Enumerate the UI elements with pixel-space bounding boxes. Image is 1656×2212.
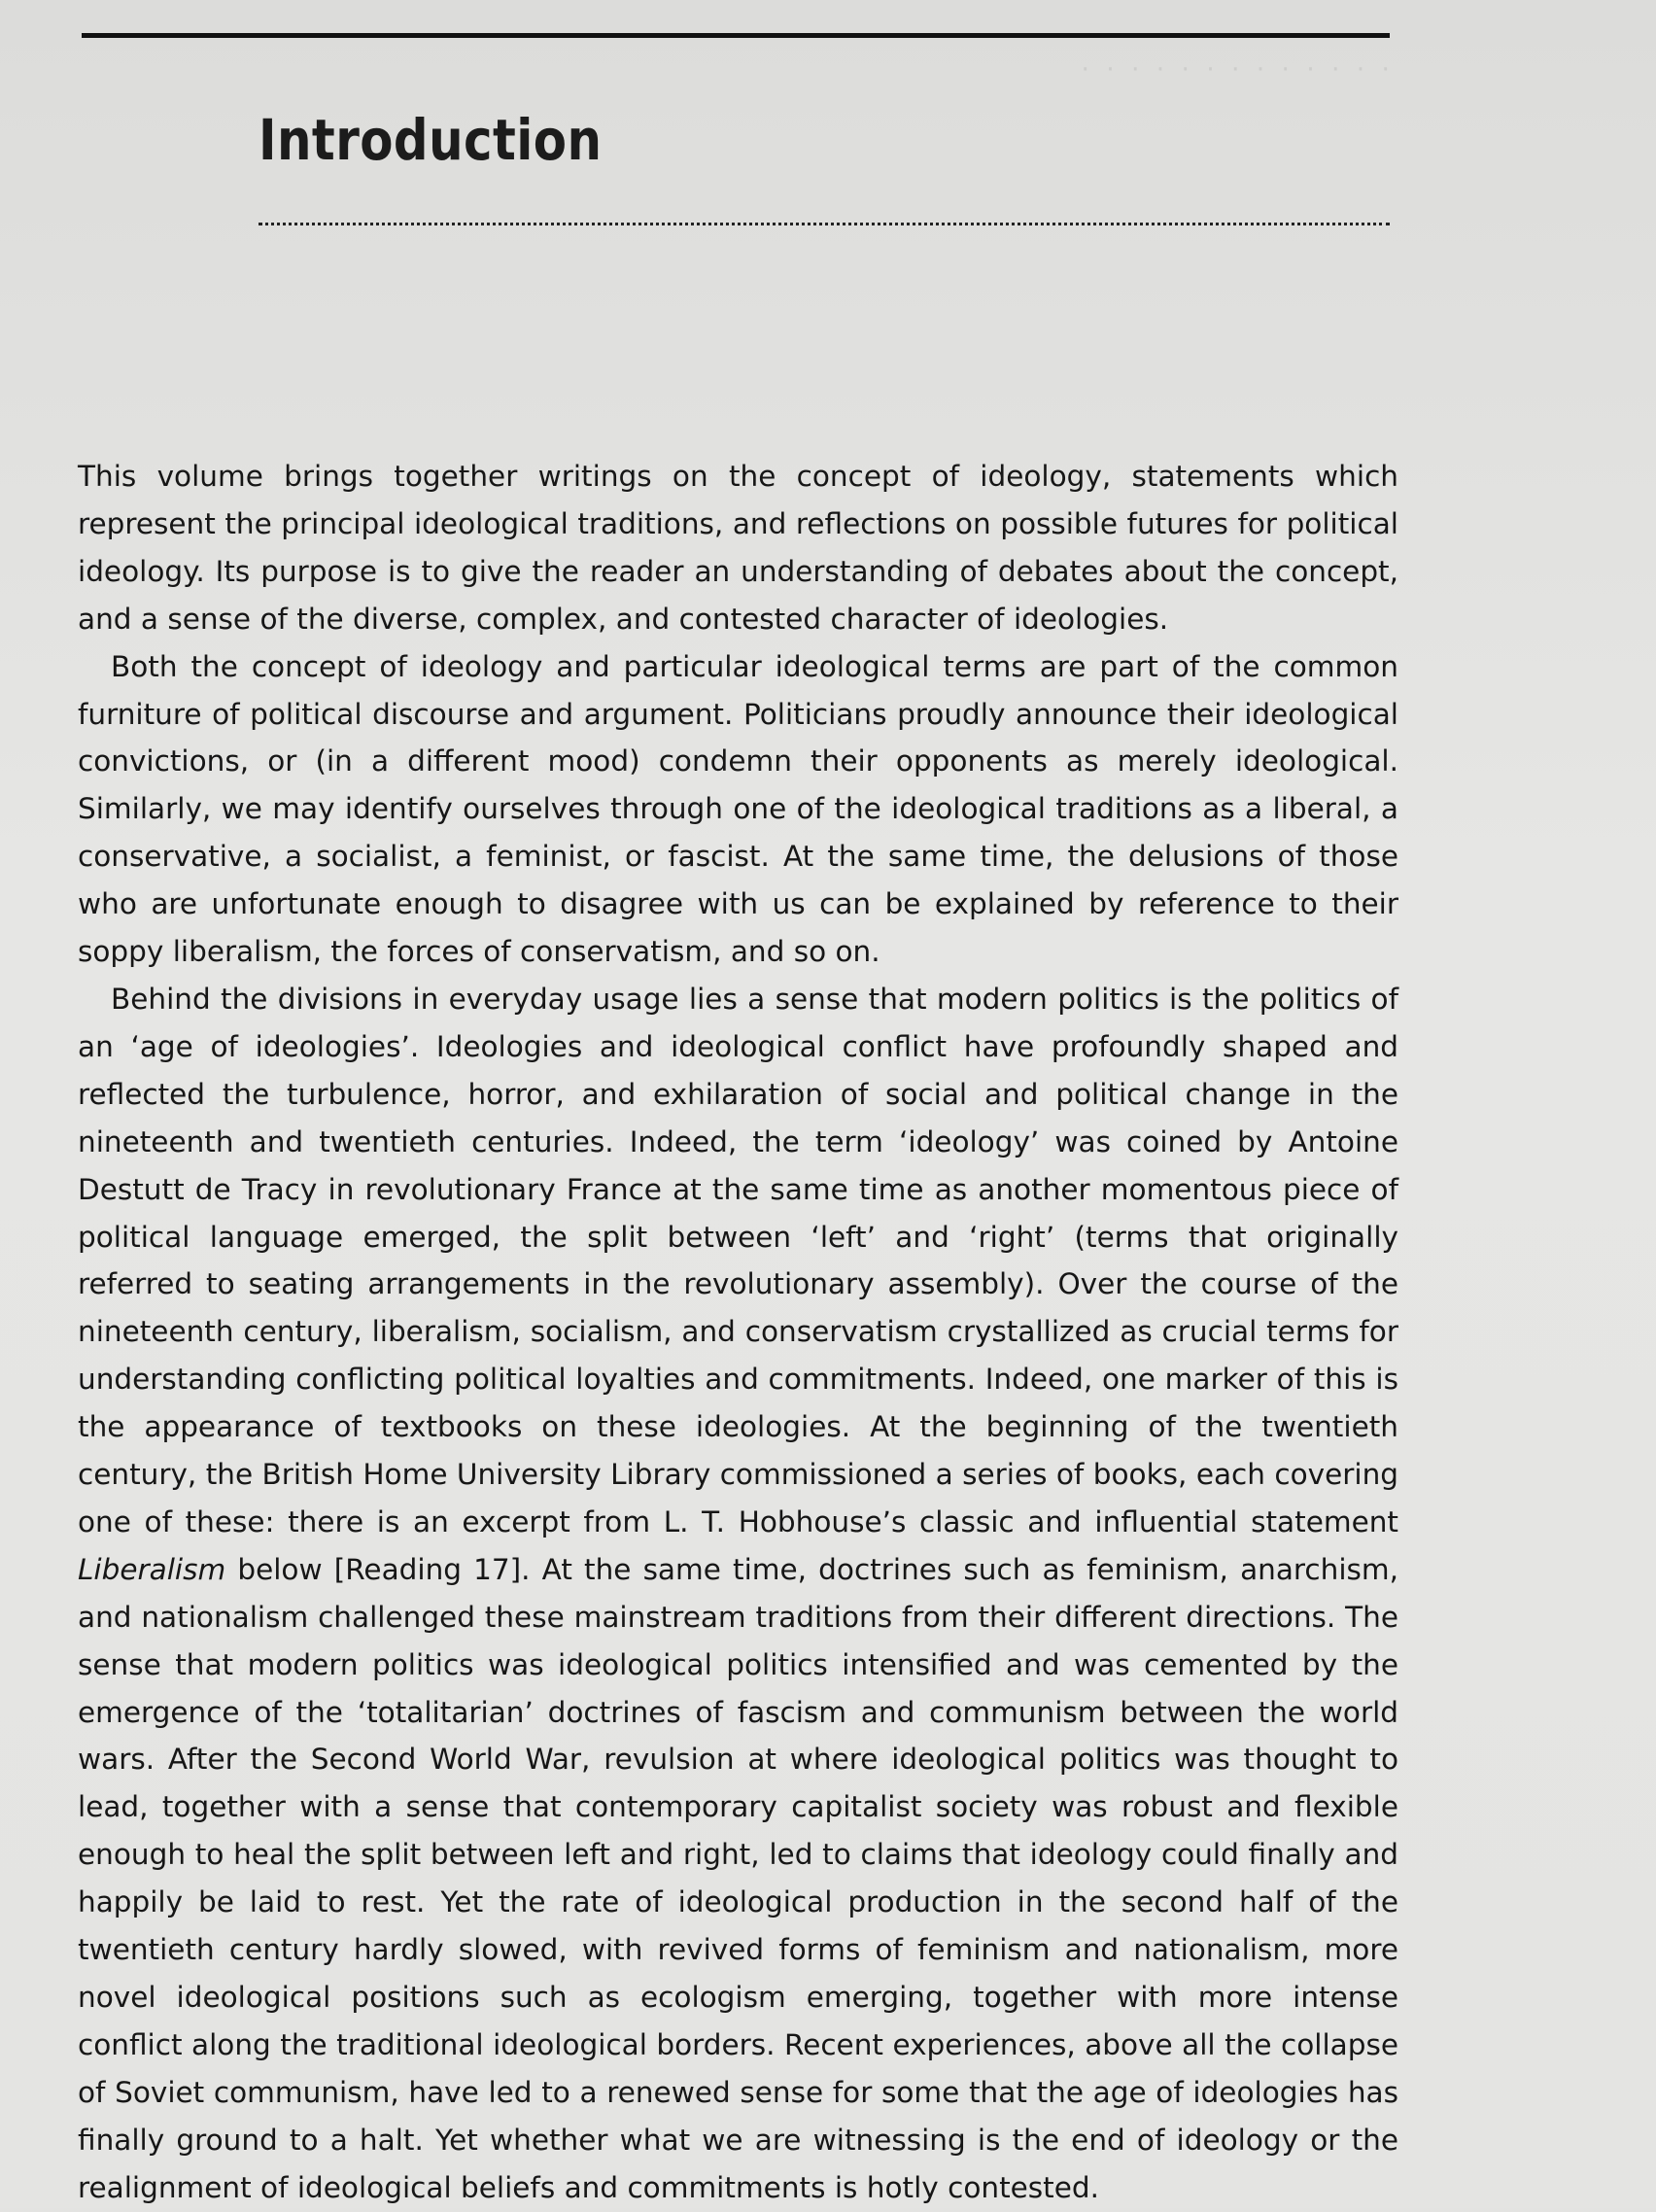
paragraph-2: Both the concept of ideology and particular ideological terms are part of the common furniture of political discourse and argument. Politicians proudly announce their ideological convictions, or (in a different mood) condemn their opponents as merely ideological. Similarly, we may identify ourselves through one of the ideological traditions as a liberal, a conservative, a socialist, a feminist, or fascist. At the same time, the delusions of those who are unfortunate enough to disagree with us can be explained by reference to their soppy liberalism, the forces of conservatism, and so on. — [78, 649, 1398, 969]
page-title: Introduction — [259, 107, 603, 173]
top-rule — [82, 33, 1390, 38]
show-through-text: · · · · · · · · · · · · · — [1081, 54, 1390, 85]
book-title-liberalism: Liberalism — [78, 1552, 226, 1586]
paragraph-3-part-2: below [Reading 17]. At the same time, doctrines such as feminism, anarchism, and nationalism challenged these mainstream traditions from their different directions. The sense that modern politics was ideological politics intensified and was cemented by the emergence of the ‘totalitarian’ doctrines of fascism and communism between the world wars. After the Second World War, revulsion at where ideological politics was thought to lead, together with a sense that contemporary capitalist society was robust and flexible enough to heal the split between left and right, led to claims that ideology could finally and happily be laid to rest. Yet the rate of ideological production in the second half of the twentieth century hardly slowed, with revived forms of feminism and nationalism, more novel ideological positions such as ecologism emerging, together with more intense conflict along the traditional ideological borders. Recent experiences, above all the collapse of Soviet communism, have led to a renewed sense for some that the age of ideologies has finally ground to a halt. Yet whether what we are witnessing is the end of ideology or the realignment of ideological beliefs and commitments is hotly contested. — [78, 1552, 1398, 2204]
paragraph-3-part-1: Behind the divisions in everyday usage lies a sense that modern politics is the politics of an ‘age of ideologies’. Ideologies and ideological conflict have profoundly shaped and reflected the turbulence, horror, and exhilaration of social and political change in the nineteenth and twentieth centuries. Indeed, the term ‘ideology’ was coined by Antoine Destutt de Tracy in revolutionary France at the same time as another momentous piece of political language emerged, the split between ‘left’ and ‘right’ (terms that originally referred to seating arrangements in the revolutionary assembly). Over the course of the nineteenth century, liberalism, socialism, and conservatism crystallized as crucial terms for understanding conflicting political loyalties and commitments. Indeed, one marker of this is the appearance of textbooks on these ideologies. At the beginning of the twentieth century, the British Home University Library commissioned a series of books, each covering one of these: there is an excerpt from L. T. Hobhouse’s classic and influential statement — [78, 982, 1398, 1538]
body-text — [78, 453, 1398, 2212]
dotted-rule — [259, 223, 1390, 225]
paragraph-3 — [78, 976, 1398, 2212]
paragraph-1: This volume brings together writings on the concept of ideology, statements which represent the principal ideological traditions, and reflections on possible futures for political ideology. Its purpose is to give the reader an understanding of debates about the concept, and a sense of the diverse, complex, and contested character of ideologies. — [78, 460, 1398, 636]
